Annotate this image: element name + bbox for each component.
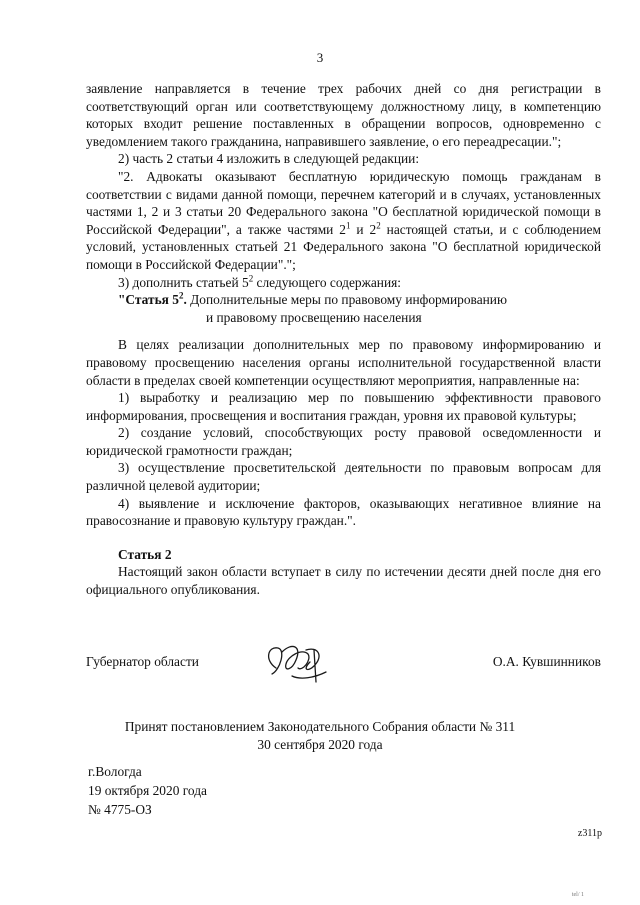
paragraph: заявление направляется в течение трех рабочих дней со дня регистрации в соответствующий орган или соответствующему должностному лицу, в компетенцию которых входит решение поставленных в обращении вопросов, одновременно с уведомлением такого гражданина, направившего заявление, о его переадресации."; [86,81,601,149]
city: г.Вологда [88,764,142,779]
law-number: № 4775-ОЗ [88,802,152,817]
paragraph: 4) выявление и исключение факторов, оказывающих негативное влияние на правосознание и правовую культуру граждан.". [86,495,601,529]
paragraph: 1) выработку и реализацию мер по повышению эффективности правового информирования, просвещения и воспитания граждан, уровня их правовой культуры; [86,390,601,423]
paragraph: 3) осуществление просветительской деятельности по правовым вопросам для различной целевой аудитории; [86,460,601,494]
handwritten-signature [262,638,332,696]
article-title-continued: и правовому просвещению населения [206,309,422,325]
paragraph: 2) часть 2 статьи 4 изложить в следующей редакции: [118,151,420,167]
page-number: 3 [316,50,324,65]
article-2-heading: Статья 2 [118,546,172,562]
paragraph: 3) дополнить статьей $5^2$ следующего содержания: [118,273,402,290]
adoption-date: 30 сентября 2020 года [257,737,383,752]
paragraph: Настоящий закон области вступает в силу по истечении десяти дней после дня его официального опубликования. [86,564,601,598]
article-heading: "Статья $5^2$. Дополнительные меры по правовому информированию [118,290,507,308]
signature-row [86,654,601,678]
signing-date: 19 октября 2020 года [88,783,207,798]
paragraph: 2) создание условий, способствующих росту правовой осведомленности и юридической грамотности граждан; [86,425,601,458]
document-code: z311p [577,828,602,839]
governor-name: О.А. Кувшинников [492,654,601,669]
adoption-note [0,718,640,754]
paragraph: "2. Адвокаты оказывают бесплатную юридическую помощь гражданам в соответствии с видами данной помощи, перечнем категорий и в случаях, установленных частями 1, 2 и 3 статьи 20 Федерального закона "О бесплатной юридической помощи в Российской Федерации", а также частями $2^1$ и $2^2$ настоящей статьи, и с соблюдением условий, установленных статьей 21 Федерального закона "О бесплатной юридической помощи в Российской Федерации"."; [86,168,601,272]
paragraph: В целях реализации дополнительных мер по правовому информированию и правовому просвещению населения органы исполнительной государственной власти области в пределах своей компетенции осуществляют мероприятия, направленные на: [86,337,601,388]
document-body [86,80,601,599]
adoption-line: Принят постановлением Законодательного Собрания области № 311 [124,719,516,734]
footer-mark: tel/ 1 [571,892,584,898]
place-and-date [88,762,207,819]
governor-title: Губернатор области [86,654,199,669]
